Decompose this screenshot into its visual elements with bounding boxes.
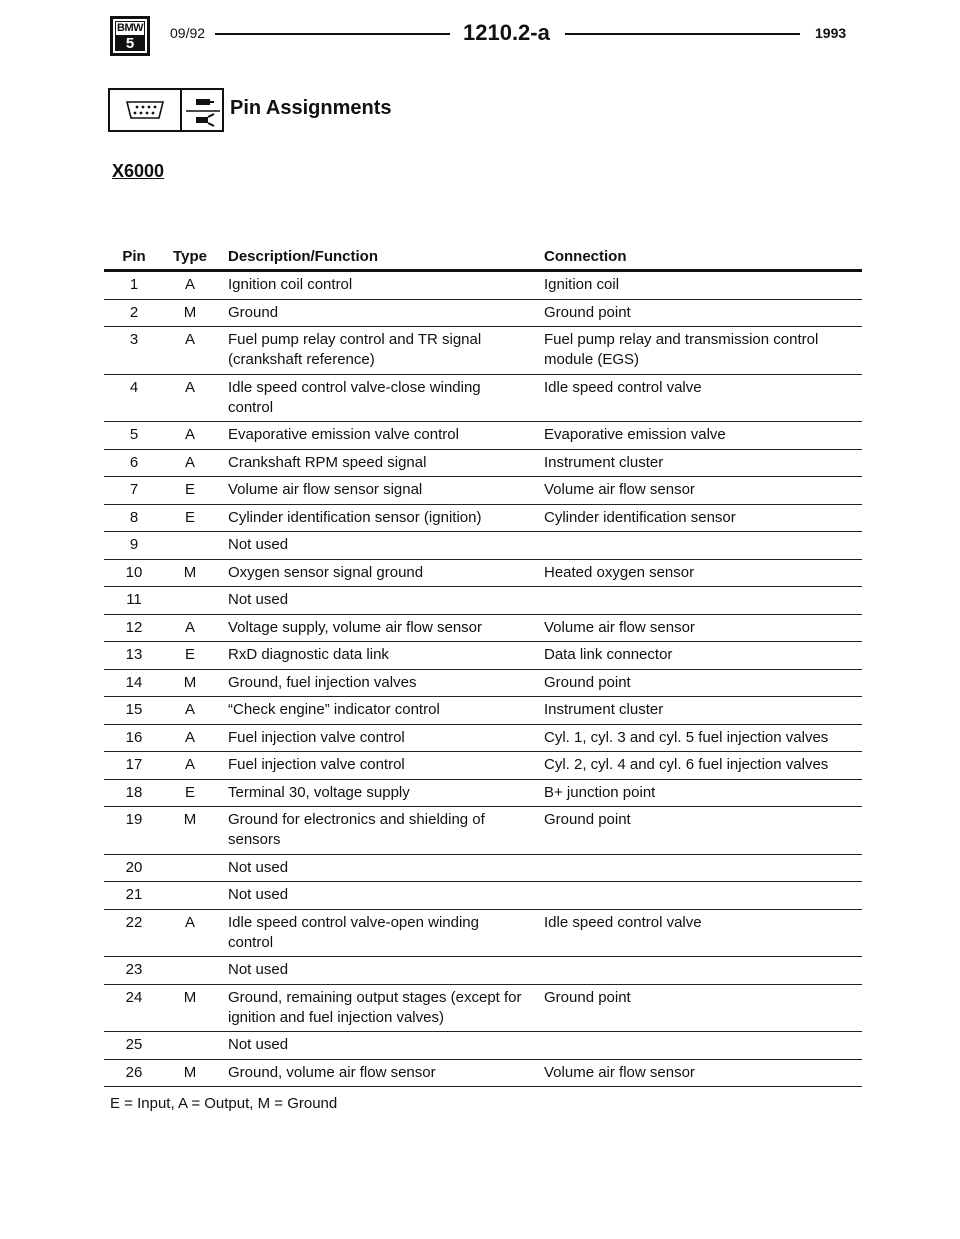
cell-description: Not used [228, 1036, 289, 1053]
cell-type: A [184, 756, 195, 773]
cell-description: “Check engine” indicator control [228, 701, 440, 718]
table-row [104, 985, 862, 1033]
cell-type: E [184, 783, 195, 801]
table-row [104, 957, 862, 985]
table-row [104, 910, 862, 958]
cell-pin: 8 [129, 508, 139, 526]
table-row [104, 697, 862, 725]
cell-pin: 1 [129, 276, 139, 293]
cell-connection: Idle speed control valve [544, 913, 702, 931]
cell-description: Ground for electronics and shielding of sensors [228, 811, 485, 848]
cell-description: Fuel pump relay control and TR signal (crankshaft reference) [228, 331, 482, 368]
table-row [104, 587, 862, 615]
table-row [104, 327, 862, 375]
pin-terminals-icon [186, 94, 220, 128]
cell-pin: 15 [125, 701, 143, 718]
cell-description: Idle speed control valve-close winding control [228, 378, 481, 416]
cell-connection: Data link connector [544, 646, 673, 663]
cell-type: E [184, 508, 195, 526]
bmw-5-series-logo [110, 16, 150, 56]
cell-pin: 25 [125, 1036, 143, 1053]
cell-description: Not used [228, 591, 289, 608]
cell-connection: Idle speed control valve [544, 378, 702, 396]
cell-description: Not used [228, 886, 289, 903]
cell-description: Ground, remaining output stages (except for ignition and fuel injection valves) [228, 988, 522, 1026]
cell-connection: Heated oxygen sensor [544, 563, 695, 581]
cell-type: M [183, 1063, 197, 1081]
table-row [104, 882, 862, 910]
cell-connection: Instrument cluster [544, 453, 664, 471]
cell-connection: Cyl. 2, cyl. 4 and cyl. 6 fuel injection valves [544, 756, 829, 773]
cell-connection: Ground point [544, 303, 631, 321]
cell-pin: 21 [125, 886, 143, 903]
table-row [104, 505, 862, 533]
connector-plug-icon [124, 100, 166, 120]
cell-connection: Instrument cluster [544, 701, 664, 718]
cell-type: A [184, 618, 195, 636]
cell-type: A [184, 453, 195, 471]
cell-type: E [184, 646, 195, 663]
document-code: 1210.2-a [463, 20, 550, 45]
cell-pin: 24 [125, 988, 143, 1006]
cell-description: Fuel injection valve control [228, 756, 405, 773]
cell-type: A [184, 701, 195, 718]
icon-box-divider [180, 90, 182, 130]
cell-description: Not used [228, 536, 289, 553]
cell-pin: 3 [129, 331, 139, 348]
cell-pin: 26 [125, 1063, 143, 1081]
table-row [104, 855, 862, 883]
table-row [104, 272, 862, 300]
cell-connection: Cylinder identification sensor [544, 508, 736, 526]
pin-assignment-table [104, 245, 862, 1087]
cell-type: M [183, 811, 197, 828]
cell-connection: Volume air flow sensor [544, 481, 695, 498]
cell-pin: 13 [125, 646, 143, 663]
cell-description: Idle speed control valve-open winding control [228, 913, 479, 951]
cell-type: A [184, 426, 195, 443]
pin-assignment-icon-box [108, 88, 224, 132]
cell-pin: 4 [129, 378, 139, 396]
cell-connection: Volume air flow sensor [544, 618, 695, 636]
cell-description: Ground, fuel injection valves [228, 673, 417, 691]
cell-description: Evaporative emission valve control [228, 426, 459, 443]
cell-pin: 17 [125, 756, 143, 773]
logo-bottom-text: 5 [115, 36, 145, 51]
cell-pin: 7 [129, 481, 139, 498]
cell-pin: 6 [129, 453, 139, 471]
type-legend: E = Input, A = Output, M = Ground [110, 1095, 338, 1112]
cell-pin: 12 [125, 618, 143, 636]
cell-description: Ignition coil control [228, 276, 353, 293]
cell-type: E [184, 481, 195, 498]
cell-pin: 11 [126, 591, 142, 608]
column-header-pin: Pin [122, 248, 146, 265]
header-rule-right [565, 33, 800, 35]
column-header-connection: Connection [544, 248, 627, 265]
cell-description: Terminal 30, voltage supply [228, 783, 410, 801]
cell-connection: Ignition coil [544, 276, 620, 293]
cell-description: Fuel injection valve control [228, 728, 405, 746]
cell-connection: Ground point [544, 988, 631, 1006]
table-row [104, 532, 862, 560]
cell-type: A [184, 913, 195, 931]
cell-type: M [183, 988, 197, 1006]
cell-pin: 18 [125, 783, 143, 801]
cell-description: RxD diagnostic data link [228, 646, 389, 663]
table-row [104, 752, 862, 780]
cell-type: A [184, 331, 195, 348]
table-row [104, 375, 862, 423]
header-year: 1993 [815, 25, 847, 41]
cell-type: A [184, 728, 195, 746]
cell-description: Ground [228, 303, 279, 321]
table-row [104, 477, 862, 505]
table-row [104, 670, 862, 698]
cell-connection: Cyl. 1, cyl. 3 and cyl. 5 fuel injection valves [544, 728, 829, 746]
column-header-type: Type [173, 248, 207, 265]
cell-connection: Ground point [544, 811, 631, 828]
cell-description: Ground, volume air flow sensor [228, 1063, 436, 1081]
cell-description: Volume air flow sensor signal [228, 481, 423, 498]
table-body [104, 272, 862, 1087]
table-row [104, 300, 862, 328]
cell-type: M [183, 673, 197, 691]
cell-pin: 19 [125, 811, 143, 828]
cell-connection: B+ junction point [544, 783, 656, 801]
cell-type: A [184, 378, 195, 396]
cell-description: Not used [228, 961, 289, 978]
table-header [104, 245, 862, 272]
cell-type: M [183, 563, 197, 581]
cell-description: Crankshaft RPM speed signal [228, 453, 427, 471]
cell-type: A [184, 276, 195, 293]
cell-pin: 10 [125, 563, 143, 581]
table-row [104, 615, 862, 643]
cell-pin: 20 [125, 858, 143, 876]
cell-connection: Volume air flow sensor [544, 1063, 695, 1081]
table-row [104, 1032, 862, 1060]
table-row [104, 422, 862, 450]
cell-connection: Fuel pump relay and transmission control module (EGS) [544, 331, 819, 368]
logo-top-text: BMW [117, 22, 143, 34]
cell-pin: 9 [129, 536, 139, 553]
table-row [104, 560, 862, 588]
cell-description: Oxygen sensor signal ground [228, 563, 424, 581]
column-header-description: Description/Function [228, 248, 378, 265]
cell-description: Cylinder identification sensor (ignition) [228, 508, 482, 526]
cell-pin: 2 [129, 303, 139, 321]
table-row [104, 725, 862, 753]
section-title: Pin Assignments [230, 97, 392, 119]
cell-connection: Evaporative emission valve [544, 426, 726, 443]
cell-description: Voltage supply, volume air flow sensor [228, 618, 483, 636]
cell-type: M [183, 303, 197, 321]
cell-pin: 5 [129, 426, 139, 443]
cell-pin: 23 [125, 961, 143, 978]
table-row [104, 780, 862, 808]
cell-description: Not used [228, 858, 289, 876]
connector-id: X6000 [112, 161, 165, 181]
table-row [104, 807, 862, 855]
table-row [104, 642, 862, 670]
cell-pin: 14 [125, 673, 143, 691]
cell-pin: 22 [125, 913, 143, 931]
cell-pin: 16 [125, 728, 143, 746]
table-row [104, 450, 862, 478]
cell-connection: Ground point [544, 673, 631, 691]
header-date: 09/92 [170, 25, 206, 41]
table-row [104, 1060, 862, 1088]
header-rule-left [215, 33, 450, 35]
